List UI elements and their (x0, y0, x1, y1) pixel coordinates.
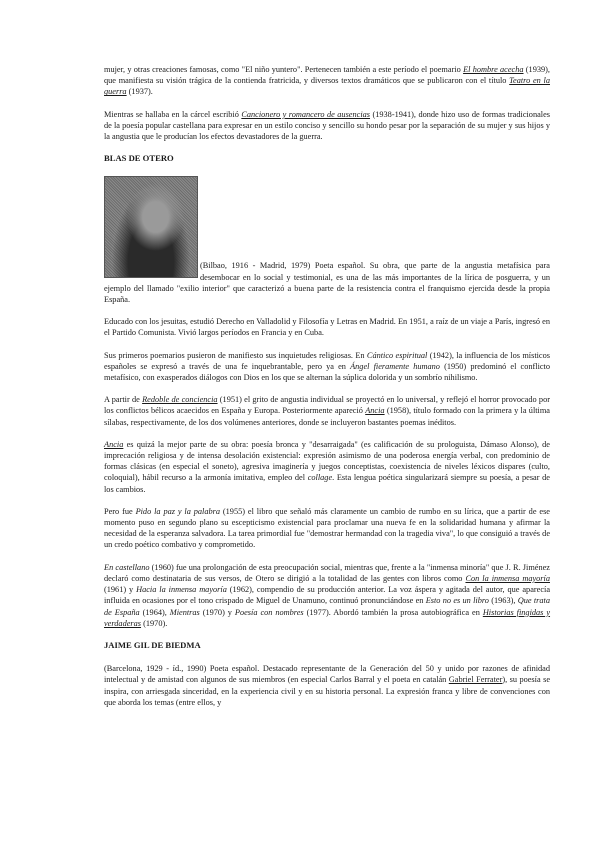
paragraph-primeros-poemarios (104, 350, 550, 384)
text-run: (1963), (488, 596, 518, 606)
text-run: (1958), título formado con la primera y la última sílabas, respectivamente, de los dos volúmenes anteriores, donde se incluyeron bastantes poemas inéditos. (104, 406, 550, 427)
book-title-link[interactable]: Ancia (365, 406, 385, 416)
text-run: (1970). (141, 618, 168, 628)
text-run: (Barcelona, 1929 - íd., 1990) Poeta español. Destacado representante de la Generación del 50 y unido por razones de afinidad intelectual y de amistad con algunos de sus miembros (en especial Carlos Barral y el poeta en catalán (104, 664, 550, 685)
text-run: (1977). Abordó también la prosa autobiográfica en (303, 607, 483, 617)
text-run: (1955) el libro que señaló más claramente un cambio de rumbo en su lírica, que a partir de ese momento puso en segundo plano su escepticismo existencial para proclamar una nueva fe en la solidaridad humana y afirmar la necesidad de la esperanza salvadora. La tarea primordial fue "demostrar hermandad con la tragedia viva", lo que consiguió a través de un credo poético combativo y comprometido. (104, 506, 550, 550)
book-title-link[interactable]: El hombre acecha (463, 65, 524, 74)
text-run: Mientras se hallaba en la cárcel escribió (104, 109, 242, 119)
text-run: (1960) fue una prolongación de esta preocupación social, mientras que, frente a la "inmensa minoría" que J. R. Jiménez declaró como destinataria de sus versos, de Otero se dirigió a la totalidad de las gentes con libros como (104, 562, 550, 583)
paragraph-miguel-hernandez-end (104, 64, 550, 98)
paragraph-carcel (104, 109, 550, 143)
text-run: . Esta lengua poética singularizará siempre su poesía, a pesar de los cambios. (104, 473, 550, 494)
section-heading-jaime-gil-de-biedma: JAIME GIL DE BIEDMA (104, 639, 201, 650)
text-run: ), su poesía se inspira, con arriesgada sinceridad, en la experiencia civil y en su historia personal. La expresión franca y libre de convenciones con que aborda los temas (entre ellos, y (104, 675, 550, 707)
text-run: (1961) y (104, 585, 137, 595)
book-title: Esto no es un libro (425, 596, 489, 606)
book-title: Pido la paz y la palabra (135, 506, 221, 516)
person-link[interactable]: Gabriel Ferrater (448, 675, 503, 685)
paragraph-gil-de-biedma (104, 663, 550, 708)
book-title: Cántico espiritual (366, 350, 428, 360)
book-title-link[interactable]: Cancionero y romancero de ausencias (241, 109, 371, 119)
text-run: Pero fue (104, 506, 136, 516)
paragraph-educacion: Educado con los jesuitas, estudió Derecho en Valladolid y Filosofía y Letras en Madrid. En 1951, a raíz de un viaje a París, ingresó en el Partido Comunista. Vivió largos períodos en Francia y en Cuba. (104, 317, 550, 338)
paragraph-redoble (104, 394, 550, 428)
book-title-link[interactable]: Ancia (104, 439, 124, 449)
book-title-link[interactable]: Con la inmensa mayoría (465, 573, 550, 583)
text-run: (1962), compendio de su producción anterior. La voz áspera y agitada del autor, que aparecía influida en ocasiones por el tono crispado de Miguel de Unamuno, continuó pronunciándose en (104, 585, 551, 606)
paragraph-en-castellano (104, 562, 550, 629)
author-portrait-image (104, 176, 198, 278)
text-run: (1942), la influencia de los místicos españoles se expresó a través de una fe inquebrantable, pero ya en (104, 350, 550, 371)
book-title-link[interactable]: Redoble de conciencia (142, 395, 218, 405)
text-run: mujer, y otras creaciones famosas, como "El niño yuntero". Pertenecen también a este período el poemario (104, 65, 464, 74)
text-run: (1938-1941), donde hizo uso de formas tradicionales de la poesía popular castellana para expresar en un estilo conciso y sencillo su hondo pesar por la separación de su mujer y sus hijos y la angustia que le producían los efectos devastadores de la guerra. (104, 109, 551, 142)
book-title: Poesía con nombres (234, 607, 304, 617)
book-title: En castellano (104, 562, 150, 572)
paragraph-bio-intro: (Bilbao, 1916 - Madrid, 1979) Poeta español. Su obra, que parte de la angustia metafísica para desembocar en lo social y testimonial, es una de las más importantes de la lírica de posguerra, y un ejemplo del llamado "exilio interior" que caracterizó a buena parte de la resistencia contra el franquismo ejercida desde la propia España. (104, 261, 550, 305)
text-run: A partir de (104, 395, 143, 405)
text-run: (1937). (126, 87, 153, 97)
book-title: Hacia la inmensa mayoría (136, 585, 227, 595)
text-run: Sus primeros poemarios pusieron de manifiesto sus inquietudes religiosas. En (104, 350, 367, 360)
author-photo-block (104, 176, 550, 305)
book-title: Que trata de España (104, 596, 550, 617)
text-run: (1950) predominó el conflicto metafísico, con exasperados diálogos con Dios en los que se alternan la súplica dolorida y un sombrío nihilismo. (104, 361, 551, 383)
paragraph-ancia (104, 439, 550, 495)
italic-word: collage (307, 473, 333, 483)
book-title-link[interactable]: Historias fingidas y verdaderas (104, 607, 551, 628)
text-run: (1964), (139, 607, 170, 617)
section-heading-blas-de-otero: BLAS DE OTERO (104, 153, 174, 164)
book-title: Mientras (169, 607, 200, 617)
paragraph-pido-la-paz (104, 506, 550, 551)
book-title: Ángel fieramente humano (350, 361, 440, 371)
text-run: (1951) el grito de angustia individual se proyectó en lo universal, y reflejó el horror provocado por los conflictos bélicos acaecidos en España y Europa. Posteriormente apareció (104, 395, 550, 416)
book-title-link[interactable]: Teatro en la guerra (104, 76, 550, 97)
text-run: (1939), que manifiesta su visión trágica de la contienda fratricida, y diversos textos dramáticos que se publicaron con el título (104, 65, 550, 86)
text-run: es quizá la mejor parte de su obra: poesía bronca y "desarraigada" (es calificación de su prologuista, Dámaso Alonso), de imprecación religiosa y de intensa desolación existencial: expresión asimismo de una poderosa energía verbal, con predominio de formas clásicas (en especial el soneto), agresiva imaginería y juegos conceptistas, coexistencia de niveles léxicos dispares (culto, coloquial), hábil recurso a la armonía imitativa, empleo del (104, 439, 550, 483)
text-run: (1970) y (199, 607, 235, 617)
